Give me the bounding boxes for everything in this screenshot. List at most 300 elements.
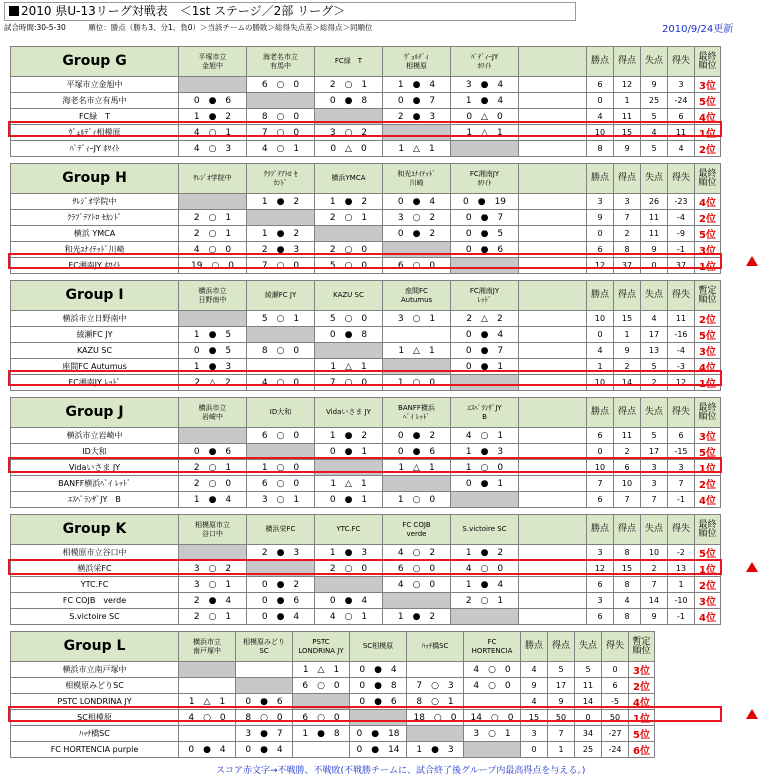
stat-cell: 11 — [668, 311, 695, 327]
rank-cell: 4位 — [695, 109, 721, 125]
score-cell: 1 ● 4 — [451, 93, 519, 109]
promotion-triangle-icon — [746, 562, 758, 572]
opponent-header: ID大和 — [247, 398, 315, 428]
match-time: 試合時間:30-5-30 — [4, 23, 66, 32]
stat-cell: 8 — [587, 141, 614, 157]
spacer-cell — [519, 327, 587, 343]
score-cell: 0 ● 2 — [383, 226, 451, 242]
page-title — [4, 2, 576, 21]
score-cell: 8 ○ 0 — [247, 343, 315, 359]
group-name: Group G — [11, 47, 179, 77]
stat-header: 得失 — [602, 632, 629, 662]
stat-cell: 9 — [587, 210, 614, 226]
stat-cell: 50 — [602, 710, 629, 726]
table-row — [11, 194, 721, 210]
opponent-header: 相模原みどり SC — [236, 632, 293, 662]
score-cell: 4 ○ 0 — [464, 662, 521, 678]
stat-cell: 6 — [587, 492, 614, 508]
stat-cell: 7 — [668, 476, 695, 492]
stat-header: 勝点 — [587, 398, 614, 428]
opponent-header: Vidaいさま JY — [315, 398, 383, 428]
stat-cell: 0 — [521, 742, 548, 758]
self-cell — [179, 545, 247, 561]
stat-cell: -1 — [668, 492, 695, 508]
score-cell: 1 ● 4 — [451, 577, 519, 593]
stat-cell: -4 — [668, 210, 695, 226]
stat-header: 失点 — [641, 281, 668, 311]
stat-cell: 14 — [641, 593, 668, 609]
rank-cell: 5位 — [695, 444, 721, 460]
table-row — [11, 109, 721, 125]
score-cell: 2 ● 3 — [247, 242, 315, 258]
score-cell: 0 ● 8 — [350, 678, 407, 694]
score-cell: 0 ● 4 — [315, 593, 383, 609]
stat-cell: 5 — [641, 359, 668, 375]
score-cell: 8 ○ 1 — [407, 694, 464, 710]
team-name: ｳﾞｪﾙﾃﾞｨ相模原 — [11, 125, 179, 141]
score-cell: 0 ● 18 — [350, 726, 407, 742]
stat-header: 得失 — [668, 398, 695, 428]
stat-cell: 6 — [668, 109, 695, 125]
score-cell: 0 ● 8 — [315, 93, 383, 109]
score-cell — [383, 327, 451, 343]
score-cell: 6 ○ 0 — [247, 428, 315, 444]
stat-header: 得点 — [614, 515, 641, 545]
rank-cell: 4位 — [695, 359, 721, 375]
score-cell: 4 ○ 0 — [464, 678, 521, 694]
stat-cell: 2 — [641, 561, 668, 577]
score-cell: 0 ● 14 — [350, 742, 407, 758]
score-cell: 7 ○ 0 — [315, 375, 383, 391]
stat-cell: -10 — [668, 593, 695, 609]
score-cell: 1 ● 2 — [315, 194, 383, 210]
rank-cell: 5位 — [695, 93, 721, 109]
score-cell: 1 △ 1 — [451, 125, 519, 141]
group-name: Group L — [11, 632, 179, 662]
score-cell: 0 ● 6 — [350, 694, 407, 710]
score-cell: 1 ● 2 — [383, 609, 451, 625]
spacer-cell — [519, 375, 587, 391]
table-row — [11, 710, 655, 726]
rank-cell: 5位 — [629, 726, 655, 742]
team-name: FC湘南JY ﾚｯﾄﾞ — [11, 375, 179, 391]
score-cell — [293, 742, 350, 758]
stat-cell: 1 — [614, 327, 641, 343]
team-name: ﾊﾟﾃﾞｨｰJY ﾎﾜｲﾄ — [11, 141, 179, 157]
stat-cell: 11 — [668, 125, 695, 141]
score-cell: 0 ● 4 — [179, 742, 236, 758]
stat-cell: 6 — [602, 678, 629, 694]
group-name: Group K — [11, 515, 179, 545]
group-name: Group J — [11, 398, 179, 428]
self-cell — [247, 561, 315, 577]
score-cell: 2 ● 3 — [247, 545, 315, 561]
stat-cell: 5 — [641, 428, 668, 444]
group-table — [10, 514, 721, 625]
stat-cell: 3 — [641, 476, 668, 492]
footnote: スコア赤文字→不戦勝、不戦敗(不戦勝チームに、試合終了後グループ内最高得点を与える。) — [216, 766, 586, 776]
opponent-header: FC湘南JY ﾚｯﾄﾞ — [451, 281, 519, 311]
stat-cell: 17 — [641, 444, 668, 460]
opponent-header: FC緑 T — [315, 47, 383, 77]
page-title-text: 2010 県U-13リーグ対戦表 ＜1st ステージ／2部 リーグ＞ — [21, 4, 346, 18]
stat-cell: 0 — [587, 93, 614, 109]
stat-cell: 14 — [614, 375, 641, 391]
stat-cell: -2 — [668, 545, 695, 561]
rank-cell: 1位 — [695, 375, 721, 391]
score-cell: 0 ● 6 — [383, 444, 451, 460]
rank-cell: 3位 — [695, 593, 721, 609]
team-name: S.victoire SC — [11, 609, 179, 625]
self-cell — [315, 226, 383, 242]
opponent-header: KAZU SC — [315, 281, 383, 311]
score-cell: 4 ○ 0 — [383, 577, 451, 593]
self-cell — [451, 375, 519, 391]
spacer-cell — [519, 359, 587, 375]
score-cell: 3 ○ 1 — [464, 726, 521, 742]
rank-cell: 4位 — [695, 194, 721, 210]
team-name: 相模原市立谷口中 — [11, 545, 179, 561]
stat-cell: -1 — [668, 242, 695, 258]
stat-cell: 10 — [587, 460, 614, 476]
table-row — [11, 77, 721, 93]
team-name: FC緑 T — [11, 109, 179, 125]
score-cell: 6 ○ 0 — [293, 710, 350, 726]
score-cell: 1 △ 1 — [383, 343, 451, 359]
opponent-header: 海老名市立 有馬中 — [247, 47, 315, 77]
score-cell: 2 ● 4 — [179, 593, 247, 609]
score-cell: 0 ● 7 — [451, 343, 519, 359]
spacer-cell — [519, 609, 587, 625]
opponent-header: BANFF横浜 ﾍﾞｲ ﾚｯﾄﾞ — [383, 398, 451, 428]
score-cell: 2 ○ 0 — [179, 476, 247, 492]
stat-cell: 9 — [641, 77, 668, 93]
table-row — [11, 93, 721, 109]
rank-cell: 1位 — [695, 561, 721, 577]
score-cell: 8 ○ 0 — [247, 109, 315, 125]
stat-cell: 3 — [668, 460, 695, 476]
table-row — [11, 258, 721, 274]
table-row — [11, 359, 721, 375]
opponent-header: YTC.FC — [315, 515, 383, 545]
stat-cell: 12 — [614, 77, 641, 93]
score-cell: 0 ● 4 — [383, 194, 451, 210]
opponent-header: ｴｽﾍﾟﾗﾝｻﾞJY B — [451, 398, 519, 428]
stat-cell: 5 — [575, 662, 602, 678]
stat-cell: 3 — [668, 77, 695, 93]
spacer-cell — [519, 77, 587, 93]
rank-header: 最終順位 — [695, 515, 721, 545]
spacer-cell — [519, 577, 587, 593]
opponent-header: 横浜YMCA — [315, 164, 383, 194]
score-cell: 1 △ 1 — [383, 141, 451, 157]
score-cell: 7 ○ 0 — [247, 125, 315, 141]
score-cell: 0 ● 6 — [179, 93, 247, 109]
score-cell: 1 ● 3 — [407, 742, 464, 758]
stat-cell: 7 — [587, 476, 614, 492]
spacer-cell — [519, 226, 587, 242]
score-cell: 0 ● 19 — [451, 194, 519, 210]
spacer-cell — [519, 398, 587, 428]
team-name: 横浜市立日野南中 — [11, 311, 179, 327]
stat-cell: 50 — [548, 710, 575, 726]
self-cell — [247, 93, 315, 109]
stat-cell: -24 — [668, 93, 695, 109]
stat-header: 勝点 — [587, 281, 614, 311]
stat-header: 得点 — [614, 398, 641, 428]
stat-cell: 10 — [587, 125, 614, 141]
stat-header: 得失 — [668, 515, 695, 545]
stat-cell: 25 — [575, 742, 602, 758]
opponent-header: ﾊｯﾁ橋SC — [407, 632, 464, 662]
score-cell: 3 ○ 1 — [179, 577, 247, 593]
score-cell: 2 ○ 0 — [315, 561, 383, 577]
opponent-header: SC相模原 — [350, 632, 407, 662]
stat-cell: 6 — [668, 428, 695, 444]
opponent-header: 綾瀬FC JY — [247, 281, 315, 311]
score-cell: 0 ● 1 — [315, 492, 383, 508]
stat-cell: 15 — [614, 561, 641, 577]
score-cell: 1 ○ 0 — [383, 375, 451, 391]
team-name: 横浜市立岩崎中 — [11, 428, 179, 444]
stat-cell: 8 — [614, 577, 641, 593]
stat-cell: 37 — [614, 258, 641, 274]
stat-cell: -4 — [668, 343, 695, 359]
rank-cell: 2位 — [695, 210, 721, 226]
score-cell: 3 ● 4 — [451, 77, 519, 93]
stat-cell: 12 — [587, 561, 614, 577]
stat-header: 得点 — [614, 281, 641, 311]
rank-cell: 1位 — [695, 258, 721, 274]
opponent-header: 横浜栄FC — [247, 515, 315, 545]
score-cell: 2 ○ 1 — [179, 609, 247, 625]
table-row — [11, 242, 721, 258]
team-name: ID大和 — [11, 444, 179, 460]
stat-cell: 0 — [641, 258, 668, 274]
stat-cell: 12 — [587, 258, 614, 274]
spacer-cell — [519, 515, 587, 545]
stat-cell: 9 — [521, 678, 548, 694]
table-row — [11, 428, 721, 444]
stat-cell: 1 — [587, 359, 614, 375]
stat-header: 得失 — [668, 281, 695, 311]
stat-cell: 9 — [641, 242, 668, 258]
stat-cell: 17 — [548, 678, 575, 694]
stat-header: 失点 — [641, 47, 668, 77]
self-cell — [247, 210, 315, 226]
stat-cell: 3 — [587, 593, 614, 609]
spacer-cell — [519, 561, 587, 577]
score-cell: 1 ● 2 — [315, 428, 383, 444]
rank-cell: 6位 — [629, 742, 655, 758]
stat-cell: 4 — [587, 109, 614, 125]
score-cell: 0 ● 4 — [236, 742, 293, 758]
stat-cell: 4 — [614, 593, 641, 609]
spacer-cell — [519, 210, 587, 226]
rank-cell: 1位 — [695, 125, 721, 141]
table-row — [11, 210, 721, 226]
table-row — [11, 343, 721, 359]
score-cell: 3 ○ 2 — [315, 125, 383, 141]
self-cell — [407, 726, 464, 742]
spacer-cell — [519, 194, 587, 210]
opponent-header: ﾊﾟﾃﾞｨｰJY ﾎﾜｲﾄ — [451, 47, 519, 77]
score-cell: 0 ● 4 — [350, 662, 407, 678]
score-cell: 6 ○ 0 — [247, 476, 315, 492]
stat-cell: 7 — [641, 492, 668, 508]
stat-header: 得点 — [548, 632, 575, 662]
score-cell: 19 ○ 0 — [179, 258, 247, 274]
self-cell — [315, 109, 383, 125]
score-cell: 0 ● 4 — [451, 327, 519, 343]
score-cell: 1 △ 1 — [315, 476, 383, 492]
score-cell — [236, 662, 293, 678]
stat-cell: -15 — [668, 444, 695, 460]
rank-cell: 1位 — [629, 710, 655, 726]
rank-cell: 4位 — [695, 609, 721, 625]
score-cell: 3 ○ 1 — [247, 492, 315, 508]
score-cell: 1 ○ 0 — [383, 492, 451, 508]
stat-cell: 4 — [521, 662, 548, 678]
stat-cell: 3 — [641, 460, 668, 476]
self-cell — [451, 609, 519, 625]
stat-cell: 6 — [587, 428, 614, 444]
score-cell: 1 ● 3 — [451, 444, 519, 460]
score-cell: 5 ○ 1 — [247, 311, 315, 327]
stat-cell: 5 — [548, 662, 575, 678]
stat-cell: 8 — [614, 609, 641, 625]
self-cell — [247, 327, 315, 343]
stat-cell: 2 — [614, 226, 641, 242]
team-name: 横浜 YMCA — [11, 226, 179, 242]
team-name: ﾊｯﾁ橋SC — [11, 726, 179, 742]
stat-cell: 1 — [668, 577, 695, 593]
stat-header: 勝点 — [587, 515, 614, 545]
score-cell — [247, 359, 315, 375]
stat-cell: 4 — [641, 125, 668, 141]
team-name: BANFF横浜ﾍﾞｲ ﾚｯﾄﾞ — [11, 476, 179, 492]
rank-cell: 3位 — [695, 242, 721, 258]
stat-cell: 9 — [614, 343, 641, 359]
score-cell: 1 ● 3 — [315, 545, 383, 561]
score-cell: 1 ● 2 — [451, 545, 519, 561]
stat-cell: 15 — [614, 125, 641, 141]
rank-header: 最終順位 — [695, 398, 721, 428]
rank-cell: 5位 — [695, 327, 721, 343]
score-cell: 0 ● 7 — [383, 93, 451, 109]
score-cell: 4 ○ 1 — [247, 141, 315, 157]
rank-cell: 3位 — [695, 77, 721, 93]
score-cell: 4 ○ 0 — [179, 710, 236, 726]
self-cell — [236, 678, 293, 694]
rank-cell: 2位 — [695, 141, 721, 157]
spacer-cell — [519, 545, 587, 561]
spacer-cell — [519, 492, 587, 508]
spacer-cell — [519, 164, 587, 194]
table-row — [11, 141, 721, 157]
score-cell: 5 ○ 0 — [315, 311, 383, 327]
self-cell — [179, 428, 247, 444]
score-cell: 2 ○ 1 — [315, 210, 383, 226]
rank-cell: 5位 — [695, 545, 721, 561]
score-cell: 0 ● 2 — [383, 428, 451, 444]
stat-cell: -27 — [602, 726, 629, 742]
stat-cell: 0 — [575, 710, 602, 726]
rank-cell: 1位 — [695, 460, 721, 476]
score-cell: 0 ● 5 — [451, 226, 519, 242]
score-cell: 6 ○ 0 — [293, 678, 350, 694]
score-cell: 8 ○ 0 — [236, 710, 293, 726]
self-cell — [315, 343, 383, 359]
stat-cell: 8 — [614, 545, 641, 561]
rank-header: 暫定順位 — [629, 632, 655, 662]
score-cell: 2 ○ 1 — [315, 77, 383, 93]
spacer-cell — [519, 281, 587, 311]
promotion-triangle-icon — [746, 256, 758, 266]
self-cell — [451, 492, 519, 508]
team-name: 相模原みどりSC — [11, 678, 179, 694]
team-name: FC湘南JY ﾎﾜｲﾄ — [11, 258, 179, 274]
promotion-triangle-icon — [746, 709, 758, 719]
score-cell: 0 △ 0 — [451, 109, 519, 125]
stat-cell: 11 — [641, 210, 668, 226]
stat-cell: 2 — [641, 375, 668, 391]
score-cell: 14 ○ 0 — [464, 710, 521, 726]
self-cell — [179, 77, 247, 93]
opponent-header: 相模原市立 谷口中 — [179, 515, 247, 545]
stat-cell: 0 — [587, 226, 614, 242]
table-row — [11, 609, 721, 625]
opponent-header: 座間FC Autumus — [383, 281, 451, 311]
score-cell: 4 ○ 0 — [179, 242, 247, 258]
opponent-header: PSTC LONDRINA JY — [293, 632, 350, 662]
rank-cell: 2位 — [695, 577, 721, 593]
score-cell: 1 ● 8 — [293, 726, 350, 742]
score-cell: 2 ○ 0 — [315, 242, 383, 258]
stat-cell: 5 — [641, 141, 668, 157]
table-row — [11, 694, 655, 710]
spacer-cell — [519, 141, 587, 157]
opponent-header: 平塚市立 金旭中 — [179, 47, 247, 77]
score-cell: 1 ● 3 — [179, 359, 247, 375]
score-cell: 2 △ 2 — [451, 311, 519, 327]
self-cell — [451, 141, 519, 157]
stat-cell: 6 — [587, 77, 614, 93]
stat-header: 失点 — [575, 632, 602, 662]
table-row — [11, 492, 721, 508]
team-name: YTC.FC — [11, 577, 179, 593]
score-cell: 7 ○ 3 — [407, 678, 464, 694]
score-cell: 7 ○ 0 — [247, 258, 315, 274]
score-cell: 0 ● 7 — [451, 210, 519, 226]
score-cell: 1 ○ 0 — [247, 460, 315, 476]
team-name: FC HORTENCIA purple — [11, 742, 179, 758]
score-cell: 2 ○ 1 — [179, 460, 247, 476]
team-name: 横浜栄FC — [11, 561, 179, 577]
score-cell — [179, 726, 236, 742]
spacer-cell — [519, 93, 587, 109]
score-cell: 18 ○ 0 — [407, 710, 464, 726]
opponent-header: 横浜市立 南戸塚中 — [179, 632, 236, 662]
stat-cell: 14 — [575, 694, 602, 710]
stat-cell: 4 — [587, 343, 614, 359]
rank-cell: 4位 — [629, 694, 655, 710]
table-row — [11, 742, 655, 758]
group-table — [10, 397, 721, 508]
stat-cell: 9 — [548, 694, 575, 710]
spacer-cell — [519, 47, 587, 77]
spacer-cell — [519, 343, 587, 359]
